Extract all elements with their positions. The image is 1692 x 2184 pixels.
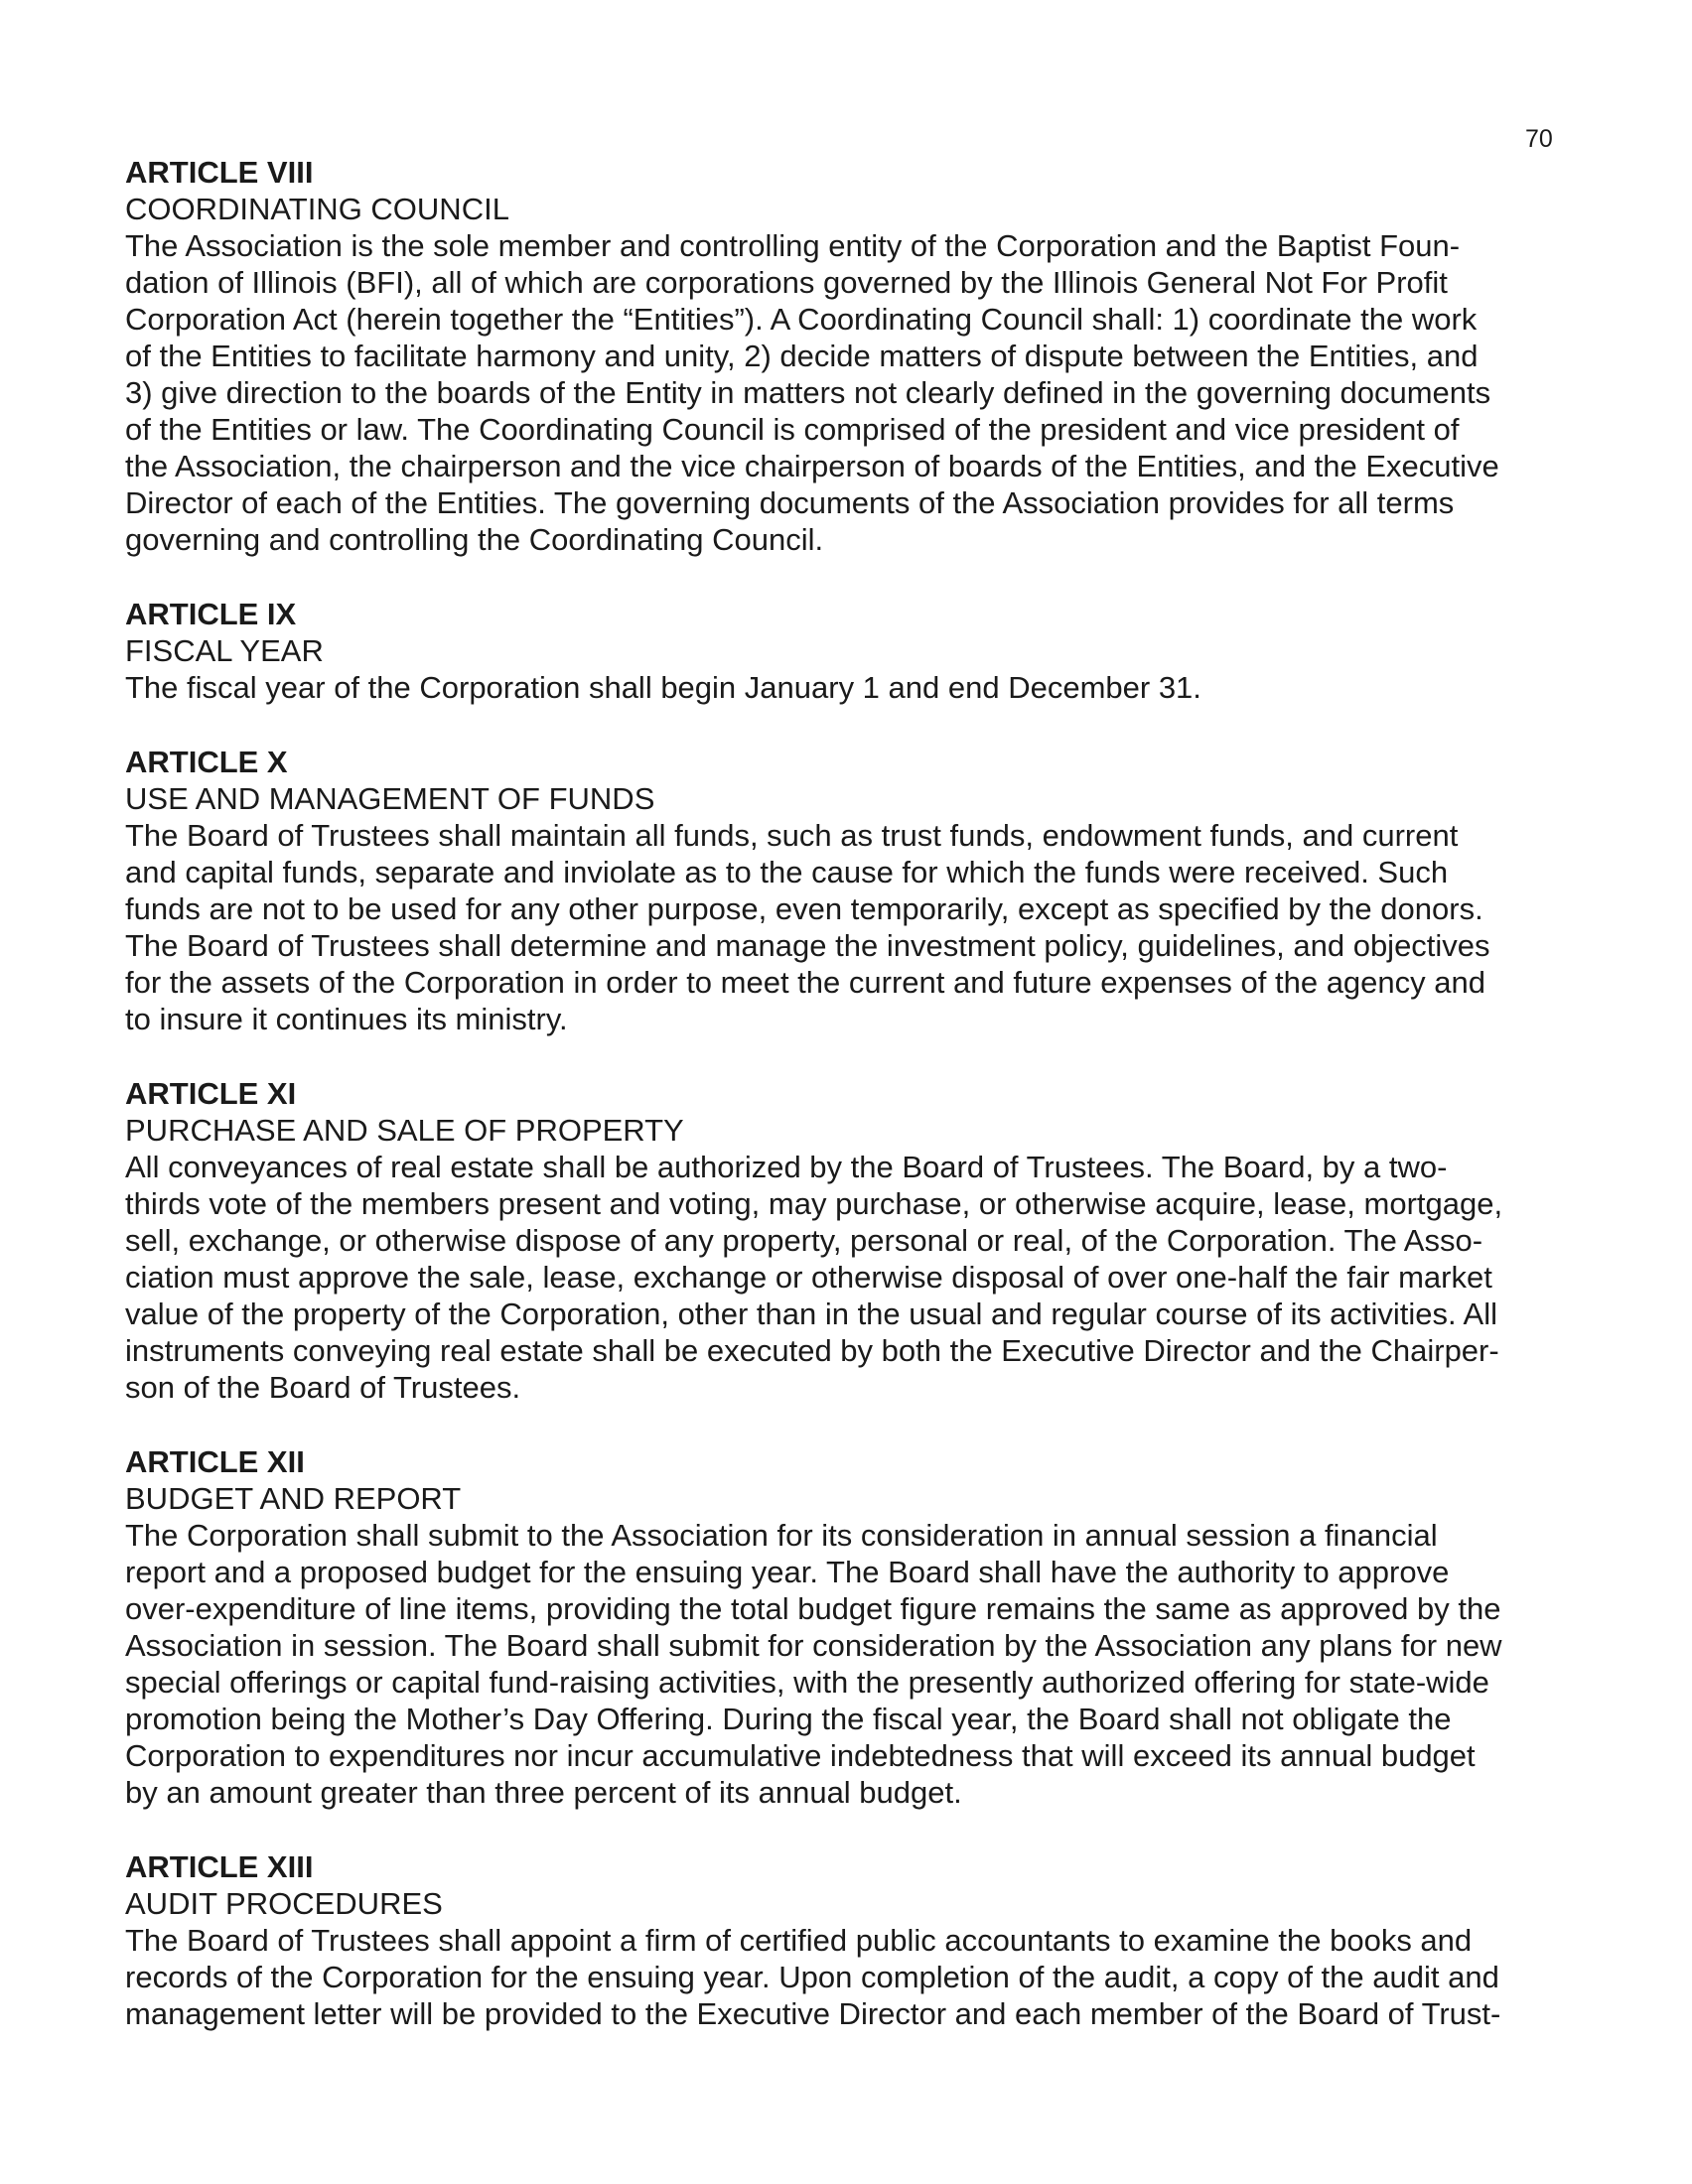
article-heading: ARTICLE XIII	[125, 1849, 314, 1884]
article-subtitle: COORDINATING COUNCIL	[125, 192, 509, 226]
article-subtitle: BUDGET AND REPORT	[125, 1481, 462, 1516]
article-body: All conveyances of real estate shall be authorized by the Board of Trustees. The Board, by a two- thirds vote of the members present and voting, may purchase, or otherwise acquire, lease, mortgage, sell, exchange, or otherwise dispose of any property, personal or real, of the Corporation. The Asso- ciation must approve the sale, lease, exchange or otherwise disposal of over one-half the fair market value of the property of the Corporation, other than in the usual and regular course of its activities. All instruments conveying real estate shall be executed by both the Executive Director and the Chairper- son of the Board of Trustees.	[125, 1150, 1503, 1405]
article-body: The Board of Trustees shall appoint a firm of certified public accountants to examine the books and records of the Corporation for the ensuing year. Upon completion of the audit, a copy of the audit and management letter will be provided to the Executive Director and each member of the Board of Trust-	[125, 1923, 1501, 2031]
article-heading: ARTICLE XI	[125, 1076, 297, 1111]
article-body: The Corporation shall submit to the Association for its consideration in annual session a financial report and a proposed budget for the ensuing year. The Board shall have the authority to approve over-expenditure of line items, providing the total budget figure remains the same as approved by the Association in session. The Board shall submit for consideration by the Association any plans for new special offerings or capital fund-raising activities, with the presently authorized offering for state-wide promotion being the Mother’s Day Offering. During the fiscal year, the Board shall not obligate the Corporation to expenditures nor incur accumulative indebtedness that will exceed its annual budget by an amount greater than three percent of its annual budget.	[125, 1518, 1502, 1810]
article-subtitle: USE AND MANAGEMENT OF FUNDS	[125, 781, 655, 816]
article-xi	[125, 1075, 1555, 1406]
article-xii	[125, 1443, 1555, 1811]
article-viii	[125, 154, 1555, 558]
article-heading: ARTICLE XII	[125, 1444, 305, 1479]
article-ix	[125, 596, 1555, 706]
article-subtitle: FISCAL YEAR	[125, 633, 324, 668]
article-subtitle: AUDIT PROCEDURES	[125, 1886, 443, 1921]
article-body: The fiscal year of the Corporation shall begin January 1 and end December 31.	[125, 670, 1201, 705]
article-subtitle: PURCHASE AND SALE OF PROPERTY	[125, 1113, 684, 1148]
article-body: The Board of Trustees shall maintain all funds, such as trust funds, endowment funds, and current and capital funds, separate and inviolate as to the cause for which the funds were received. Such funds are not to be used for any other purpose, even temporarily, except as specified by the donors. The Board of Trustees shall determine and manage the investment policy, guidelines, and objectives for the assets of the Corporation in order to meet the current and future expenses of the agency and to insure it continues its ministry.	[125, 818, 1490, 1036]
article-heading: ARTICLE VIII	[125, 155, 314, 190]
article-heading: ARTICLE IX	[125, 597, 297, 631]
article-xiii	[125, 1848, 1555, 2032]
document-body	[125, 154, 1555, 2070]
article-heading: ARTICLE X	[125, 745, 288, 779]
page-number: 70	[1525, 125, 1553, 153]
article-x	[125, 744, 1555, 1037]
article-body: The Association is the sole member and controlling entity of the Corporation and the Baptist Foun- dation of Illinois (BFI), all of which are corporations governed by the Illinois General Not For Profit Corporation Act (herein together the “Entities”). A Coordinating Council shall: 1) coordinate the work of the Entities to facilitate harmony and unity, 2) decide matters of dispute between the Entities, and 3) give direction to the boards of the Entity in matters not clearly defined in the governing documents of the Entities or law. The Coordinating Council is comprised of the president and vice president of the Association, the chairperson and the vice chairperson of boards of the Entities, and the Executive Director of each of the Entities. The governing documents of the Association provides for all terms governing and controlling the Coordinating Council.	[125, 228, 1499, 557]
